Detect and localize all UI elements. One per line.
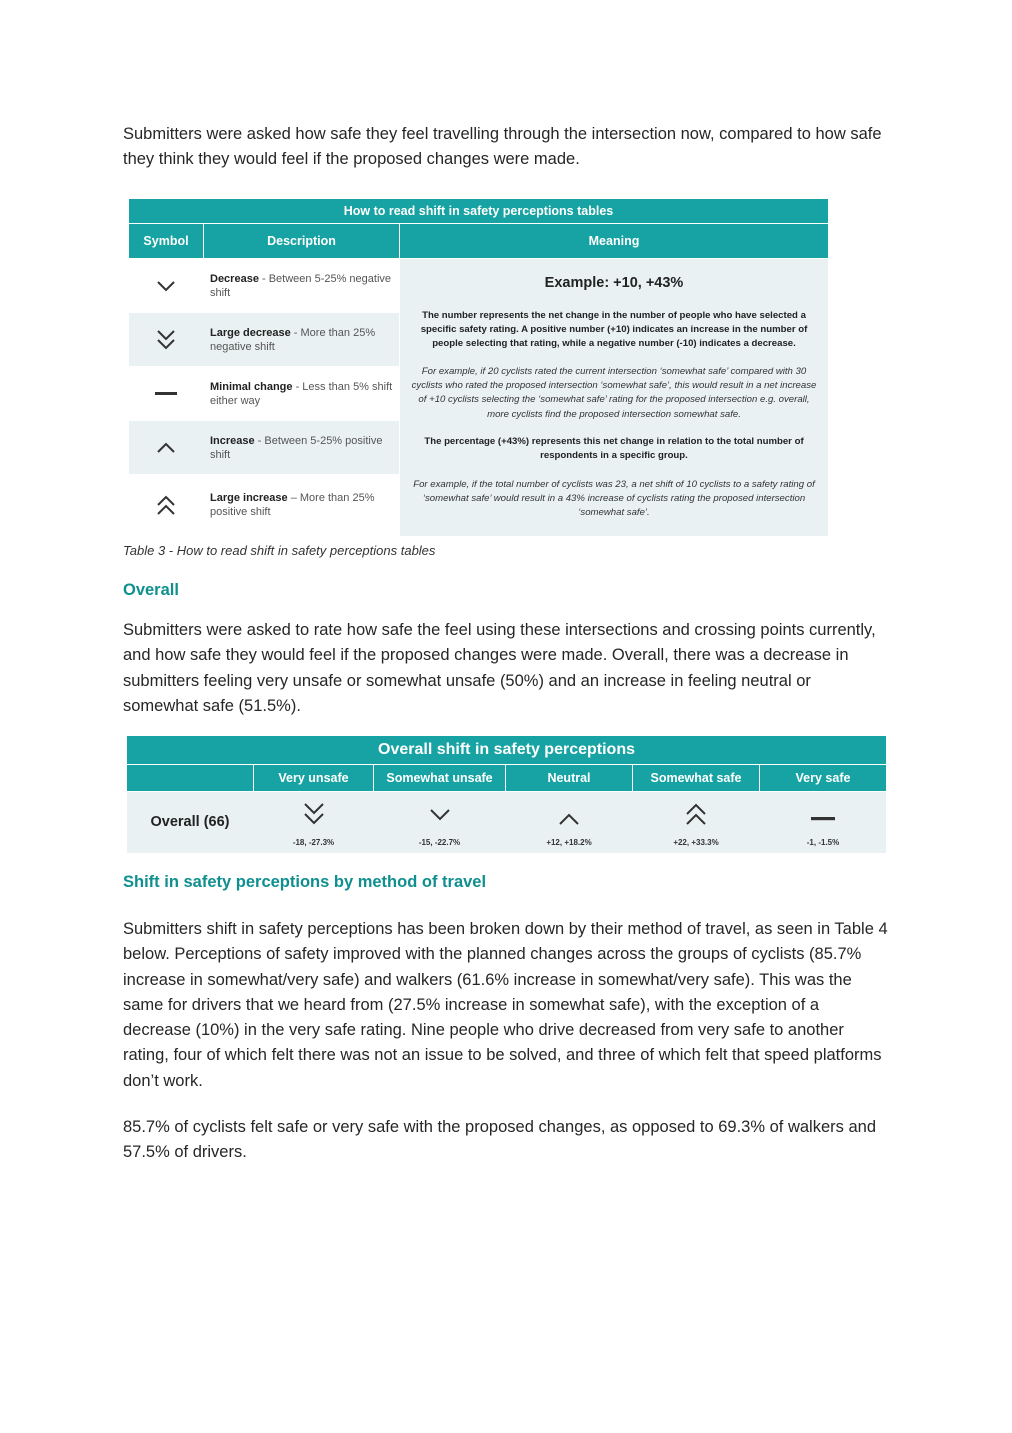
overall-table-row [127,792,886,853]
key-row-description [210,313,396,366]
key-row-increase [129,421,399,474]
section-heading-method-of-travel: Shift in safety perceptions by method of travel [123,873,487,891]
row-text: - Between 5-25% negative shift [210,273,392,299]
meaning-panel [400,259,828,536]
cell-very-unsafe [254,792,373,853]
section-heading-overall: Overall [123,581,179,599]
chevron-up-icon [506,812,632,826]
row-label: Large decrease [210,326,291,339]
meaning-example: Example: +10, +43% [544,275,684,291]
row-label: Increase [210,434,255,447]
overall-table-title: Overall shift in safety perceptions [127,736,886,764]
cell-very-safe [760,792,886,853]
row-label-overall: Overall (66) [150,814,230,830]
table-caption: Table 3 - How to read shift in safety perceptions tables [123,543,436,558]
double-chevron-down-icon [254,802,373,826]
header-somewhat-unsafe: Somewhat unsafe [374,765,505,791]
meaning-percentage-example: For example, if the total number of cyclists was 23, a net shift of 10 cyclists to a safety rating of ‘somewhat safe’ would result in a 43% increase of cyclists rating the proposed intersection ‘somewhat safe’. [413,479,815,519]
header-description: Description [204,224,399,258]
meaning-number-explanation: The number represents the net change in the number of people who have selected a specific safety rating. A positive number (+10) indicates an increase in the number of people selecting that rating, while a negative number (-10) indicates a decrease. [420,310,808,350]
cell-value: +12, +18.2% [546,838,592,847]
header-very-unsafe: Very unsafe [254,765,373,791]
key-table-title: How to read shift in safety perceptions tables [129,199,828,223]
key-table [129,199,828,536]
cell-neutral [506,792,632,853]
method-paragraph-1: Submitters shift in safety perceptions has been broken down by their method of travel, as seen in Table 4 below. Perceptions of safety improved with the planned changes across the groups of cyclists (85.7% increase in somewhat/very safe) and walkers (61.6% increase in somewhat/very safe). This was the same for drivers that we heard from (27.5% increase in somewhat safe), with the exception of a decrease (10%) in the very safe rating. Nine people who drive decreased from very safe to another rating, four of which felt there was not an issue to be solved, and three of which felt that speed platforms don’t work. [123,920,888,1090]
double-chevron-up-icon [129,474,203,536]
intro-paragraph: Submitters were asked how safe they feel travelling through the intersection now, compared to how safe they think they would feel if the proposed changes were made. [123,125,882,169]
overall-shift-table [127,736,886,853]
key-row-large-increase [129,474,399,536]
header-neutral: Neutral [506,765,632,791]
header-symbol: Symbol [129,224,203,258]
key-row-minimal-change [129,366,399,421]
cell-value: -18, -27.3% [292,838,335,847]
dash-icon [129,366,203,421]
cell-value: +22, +33.3% [673,838,719,847]
chevron-up-icon [129,421,203,474]
chevron-down-icon [129,259,203,313]
cell-value: -15, -22.7% [418,838,461,847]
key-row-decrease [129,259,399,313]
key-row-description [210,421,396,474]
row-label: Large increase [210,492,288,504]
key-row-description [210,366,396,421]
header-blank [127,765,253,791]
row-text: - Less than 5% shift either way [210,380,393,407]
row-text: – More than 25% positive shift [210,492,375,518]
header-somewhat-safe: Somewhat safe [633,765,759,791]
row-label: Minimal change [210,380,293,393]
method-paragraph-2: 85.7% of cyclists felt safe or very safe with the proposed changes, as opposed to 69.3% of walkers and 57.5% of drivers. [123,1118,877,1162]
double-chevron-down-icon [129,313,203,366]
header-very-safe: Very safe [760,765,886,791]
row-label: Decrease [210,273,259,285]
key-row-description [210,474,396,536]
meaning-percentage-explanation: The percentage (+43%) represents this net change in relation to the total number of respondents in a specific group. [424,436,804,462]
overall-paragraph: Submitters were asked to rate how safe the feel using these intersections and crossing points currently, and how safe they would feel if the proposed changes were made. Overall, there was a decrease in submitters feeling very unsafe or somewhat unsafe (50%) and an increase in feeling neutral or somewhat safe (51.5%). [123,621,876,715]
dash-icon [760,816,886,822]
header-meaning: Meaning [400,224,828,258]
chevron-down-icon [374,808,505,822]
cell-value: -1, -1.5% [806,838,840,847]
cell-somewhat-safe [633,792,759,853]
cell-somewhat-unsafe [374,792,505,853]
double-chevron-up-icon [633,802,759,826]
row-text: - More than 25% negative shift [210,326,376,353]
key-row-large-decrease [129,313,399,366]
row-text: - Between 5-25% positive shift [210,434,383,461]
meaning-number-example: For example, if 20 cyclists rated the current intersection ‘somewhat safe’ compared with 30 cyclists who rated the proposed intersection ‘somewhat safe’, this would result in a net increase of +10 cyclists selecting the ‘somewhat safe’ rating for the proposed intersection e.g. overall, more cyclists find the proposed intersection somewhat safe. [411,366,817,420]
key-row-description [210,259,396,313]
